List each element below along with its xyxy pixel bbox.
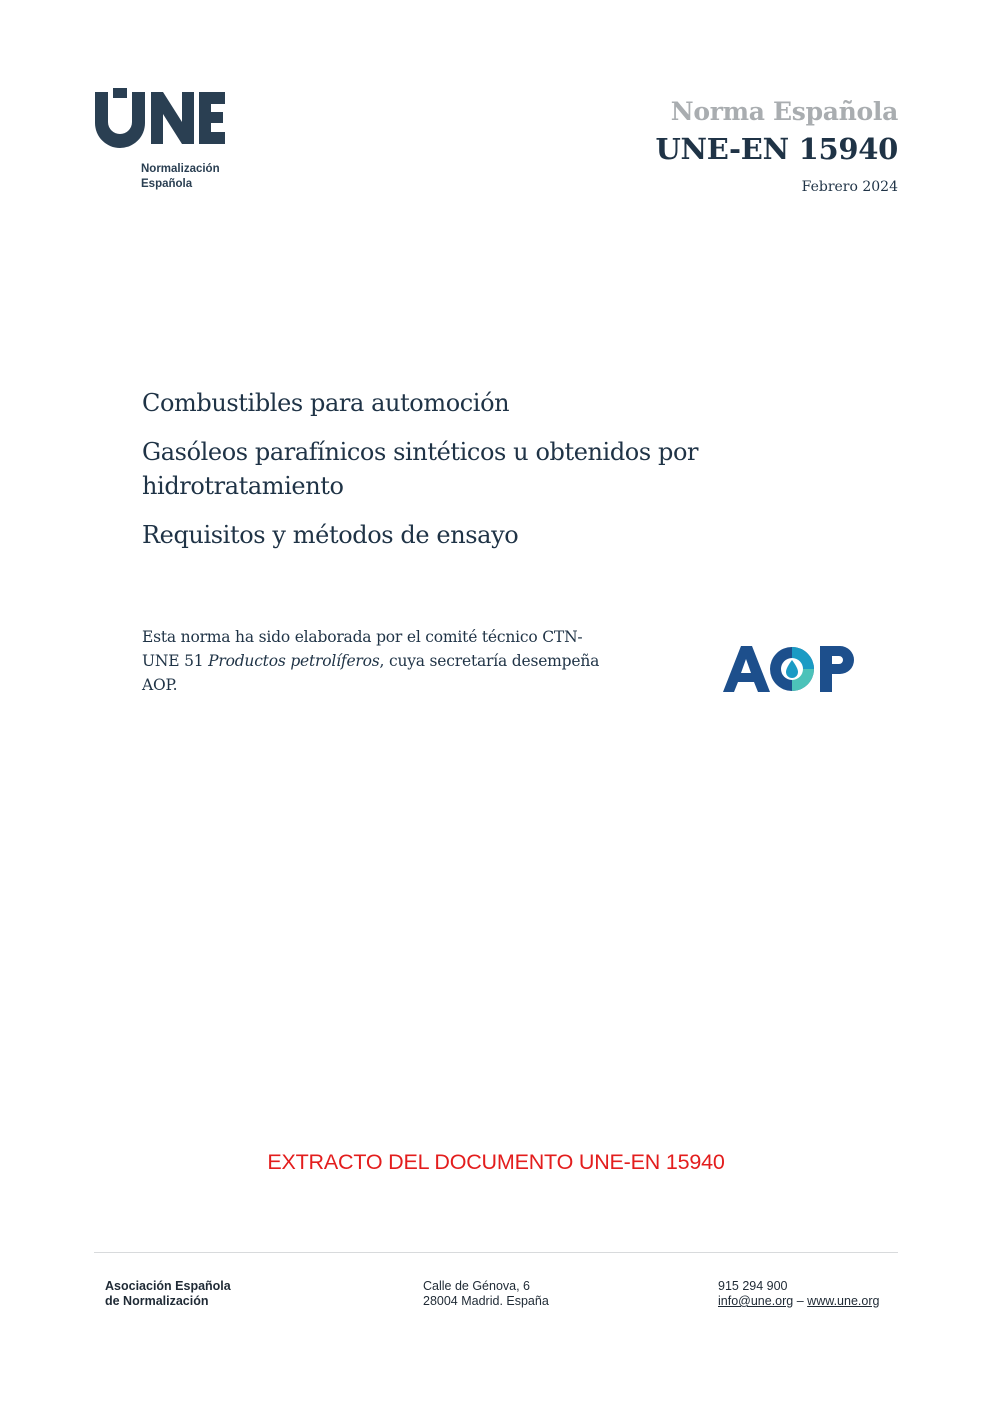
footer-links [718, 1294, 879, 1309]
committee-text-before: Esta norma ha sido elaborada por el comité técnico CTN-UNE 51 [142, 628, 583, 670]
footer-addr-line2: 28004 Madrid. España [423, 1294, 549, 1308]
footer-email-link[interactable]: info@une.org [718, 1294, 794, 1308]
footer-contact [718, 1279, 879, 1309]
footer-address [423, 1279, 549, 1309]
footer-link-separator: – [796, 1294, 804, 1308]
norma-date: Febrero 2024 [801, 179, 898, 195]
title-line2: Gasóleos parafínicos sintéticos u obtenidos por hidrotratamiento [142, 438, 699, 500]
title-line3: Requisitos y métodos de ensayo [142, 521, 519, 549]
footer-organization [105, 1279, 231, 1309]
norma-label: Norma Española [670, 97, 898, 126]
footer-divider [94, 1252, 898, 1253]
une-logo [93, 88, 233, 198]
une-logo-subtitle [141, 162, 220, 192]
aop-logo-mark [722, 640, 862, 700]
document-titles [142, 386, 782, 567]
logo-subtitle-line2: Española [141, 178, 193, 190]
norma-code: UNE-EN 15940 [655, 132, 898, 166]
aop-logo [722, 640, 862, 700]
title-line1: Combustibles para automoción [142, 389, 510, 417]
footer-website-link[interactable]: www.une.org [807, 1294, 880, 1308]
extract-notice: EXTRACTO DEL DOCUMENTO UNE-EN 15940 [267, 1150, 725, 1174]
committee-name: Productos petrolíferos [208, 652, 380, 670]
footer-org-line1: Asociación Española [105, 1279, 231, 1293]
footer-addr-line1: Calle de Génova, 6 [423, 1279, 531, 1293]
norma-block [656, 95, 898, 195]
committee-text-after: , cuya secretaría desempeña AOP. [142, 652, 600, 694]
committee-statement [142, 625, 612, 697]
footer-phone: 915 294 900 [718, 1279, 788, 1293]
une-logo-mark [93, 88, 233, 148]
footer-org-line2: de Normalización [105, 1294, 209, 1308]
logo-subtitle-line1: Normalización [141, 163, 220, 175]
